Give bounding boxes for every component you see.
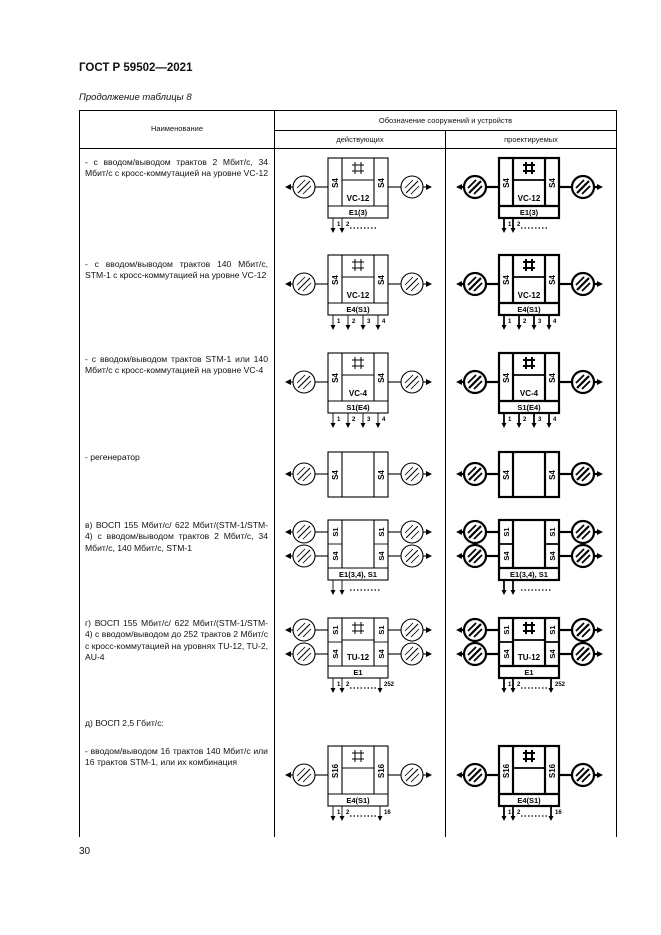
tap-arrow-icon xyxy=(331,688,336,693)
side-label: S4 xyxy=(548,649,557,659)
side-label: S4 xyxy=(377,551,386,561)
side-label: S4 xyxy=(377,178,386,188)
tap-label: 1 xyxy=(508,682,512,688)
adm-symbol xyxy=(285,353,432,428)
side-label: S4 xyxy=(377,275,386,285)
level-label: VC-12 xyxy=(346,194,370,203)
side-label: S1 xyxy=(331,625,340,635)
bottom-label: E1(3,4), S1 xyxy=(339,570,377,579)
side-label: S1 xyxy=(377,625,386,635)
tap-label: 252 xyxy=(555,682,566,688)
adm-symbol xyxy=(285,255,432,330)
tap-label: 16 xyxy=(384,810,391,816)
column-name-header: Наименование xyxy=(151,124,203,133)
tap-arrow-icon xyxy=(340,590,345,595)
adm-symbol xyxy=(456,255,603,330)
tap-arrow-icon xyxy=(549,816,554,821)
row-text-2: - с вводом/выводом трактов 140 Мбит/с, STM-1 с кросс-коммутацией на уровне VC-12 xyxy=(85,259,268,281)
adm-dual-symbol xyxy=(285,520,432,595)
tap-label: 1 xyxy=(337,417,341,423)
arrow-icon xyxy=(597,379,603,385)
tap-arrow-icon xyxy=(502,590,507,595)
arrow-icon xyxy=(597,184,603,190)
tap-arrow-icon xyxy=(517,325,522,330)
side-label: S4 xyxy=(548,275,557,285)
arrow-icon xyxy=(456,651,462,657)
bottom-label: E4(S1) xyxy=(517,305,541,314)
side-label: S16 xyxy=(377,763,386,779)
page-number: 30 xyxy=(79,846,91,857)
tap-label: 2 xyxy=(523,417,527,423)
tap-arrow-icon xyxy=(340,816,345,821)
tap-arrow-icon xyxy=(517,423,522,428)
row-text-3: - с вводом/выводом трактов STM-1 или 140 Мбит/с с кросс-коммутацией на уровне VC-4 xyxy=(85,354,268,376)
tap-arrow-icon xyxy=(502,228,507,233)
side-label: S4 xyxy=(548,470,557,480)
side-label: S1 xyxy=(548,527,557,537)
tap-label: 3 xyxy=(367,319,371,325)
tap-label: 1 xyxy=(337,319,341,325)
arrow-icon xyxy=(285,772,291,778)
row-text-4: - регенератор xyxy=(85,452,140,462)
adm-symbol xyxy=(456,158,603,233)
adm-symbol xyxy=(456,746,603,821)
bottom-label: E4(S1) xyxy=(517,796,541,805)
side-label: S4 xyxy=(377,470,386,480)
tap-arrow-icon xyxy=(340,228,345,233)
arrow-icon xyxy=(426,627,432,633)
arrow-icon xyxy=(456,471,462,477)
tap-arrow-icon xyxy=(376,325,381,330)
tap-arrow-icon xyxy=(547,423,552,428)
side-label: S1 xyxy=(331,527,340,537)
arrow-icon xyxy=(597,281,603,287)
row-text-1: - с вводом/выводом трактов 2 Мбит/с, 34 Мбит/с с кросс-коммутацией на уровне VC-12 xyxy=(85,157,269,179)
arrow-icon xyxy=(285,471,291,477)
tap-arrow-icon xyxy=(547,325,552,330)
tap-arrow-icon xyxy=(376,423,381,428)
arrow-icon xyxy=(285,627,291,633)
tap-arrow-icon xyxy=(361,423,366,428)
tap-label: 1 xyxy=(508,319,512,325)
adm-symbol xyxy=(285,158,432,233)
tap-arrow-icon xyxy=(340,688,345,693)
tap-arrow-icon xyxy=(331,423,336,428)
level-label: VC-12 xyxy=(346,291,370,300)
bottom-label: E1 xyxy=(353,668,363,677)
tap-label: 4 xyxy=(553,319,557,325)
side-label: S4 xyxy=(331,551,340,561)
tap-label: 2 xyxy=(517,222,521,228)
arrow-icon xyxy=(456,772,462,778)
side-label: S4 xyxy=(331,275,340,285)
side-label: S4 xyxy=(502,649,511,659)
arrow-icon xyxy=(426,772,432,778)
side-label: S4 xyxy=(548,373,557,383)
arrow-icon xyxy=(285,651,291,657)
side-label: S1 xyxy=(548,625,557,635)
arrow-icon xyxy=(426,553,432,559)
arrow-icon xyxy=(597,772,603,778)
arrow-icon xyxy=(426,651,432,657)
tap-label: 2 xyxy=(346,810,350,816)
level-label: VC-4 xyxy=(348,389,368,398)
side-label: S4 xyxy=(502,178,511,188)
level-label: TU-12 xyxy=(517,653,541,662)
side-label: S4 xyxy=(548,551,557,561)
adm-symbol xyxy=(285,746,432,821)
tap-label: 4 xyxy=(553,417,557,423)
tap-label: 1 xyxy=(337,222,341,228)
arrow-icon xyxy=(285,379,291,385)
regenerator-symbol xyxy=(456,452,603,497)
regenerator-symbol xyxy=(285,452,432,497)
table-caption: Продолжение таблицы 8 xyxy=(79,92,192,103)
side-label: S4 xyxy=(502,551,511,561)
side-label: S4 xyxy=(377,373,386,383)
side-label: S4 xyxy=(548,178,557,188)
arrow-icon xyxy=(597,553,603,559)
tap-arrow-icon xyxy=(502,325,507,330)
side-label: S4 xyxy=(331,649,340,659)
arrow-icon xyxy=(456,184,462,190)
tap-label: 2 xyxy=(346,682,350,688)
arrow-icon xyxy=(426,529,432,535)
tap-arrow-icon xyxy=(331,590,336,595)
tap-arrow-icon xyxy=(331,325,336,330)
side-label: S1 xyxy=(502,625,511,635)
tap-arrow-icon xyxy=(331,816,336,821)
bottom-label: E4(S1) xyxy=(346,796,370,805)
tap-arrow-icon xyxy=(378,816,383,821)
arrow-icon xyxy=(456,379,462,385)
tap-arrow-icon xyxy=(511,228,516,233)
adm-dual-symbol xyxy=(285,618,432,693)
tap-label: 1 xyxy=(508,810,512,816)
tap-arrow-icon xyxy=(346,423,351,428)
side-label: S16 xyxy=(548,763,557,779)
arrow-icon xyxy=(597,529,603,535)
adm-dual-symbol xyxy=(456,618,603,693)
side-label: S16 xyxy=(331,763,340,779)
bottom-label: E4(S1) xyxy=(346,305,370,314)
adm-dual-symbol xyxy=(456,520,603,595)
row-text-5: в) ВОСП 155 Мбит/с/ 622 Мбит/(STM-1/STM-4) с вводом/выводом трактов 2 Мбит/с, 34 Мбит/с, 140 Мбит/с, STM-1 xyxy=(85,520,268,553)
arrow-icon xyxy=(456,281,462,287)
arrow-icon xyxy=(597,627,603,633)
arrow-icon xyxy=(597,651,603,657)
tap-arrow-icon xyxy=(331,228,336,233)
side-label: S4 xyxy=(502,373,511,383)
row-text-7: д) ВОСП 2,5 Гбит/с: xyxy=(85,718,164,728)
document-code: ГОСТ Р 59502—2021 xyxy=(79,62,193,74)
adm-symbol xyxy=(456,353,603,428)
bottom-label: E1(3) xyxy=(519,208,539,217)
tap-arrow-icon xyxy=(511,590,516,595)
tap-arrow-icon xyxy=(532,423,537,428)
side-label: S4 xyxy=(377,649,386,659)
tap-arrow-icon xyxy=(511,688,516,693)
tap-arrow-icon xyxy=(502,816,507,821)
tap-label: 2 xyxy=(517,810,521,816)
side-label: S4 xyxy=(331,178,340,188)
bottom-label: E1(3,4), S1 xyxy=(510,570,548,579)
row-text-6: г) ВОСП 155 Мбит/с/ 622 Мбит/(STM-1/STM-4) с вводом/выводом до 252 трактов 2 Мбит/с с кросс-коммутацией на уровнях TU-12, TU-2, AU-4 xyxy=(85,618,268,663)
bottom-label: S1(E4) xyxy=(517,403,541,412)
tap-label: 1 xyxy=(508,417,512,423)
tap-label: 4 xyxy=(382,417,386,423)
tap-label: 2 xyxy=(352,319,356,325)
tap-arrow-icon xyxy=(346,325,351,330)
side-label: S4 xyxy=(502,470,511,480)
arrow-icon xyxy=(285,553,291,559)
row-text-8: - вводом/выводом 16 трактов 140 Мбит/с или 16 трактов STM-1, или их комбинация xyxy=(85,746,268,768)
tap-arrow-icon xyxy=(361,325,366,330)
column-group-header: Обозначение сооружений и устройств xyxy=(378,116,513,125)
arrow-icon xyxy=(456,627,462,633)
level-label: VC-12 xyxy=(517,291,541,300)
level-label: TU-12 xyxy=(346,653,370,662)
arrow-icon xyxy=(456,553,462,559)
tap-label: 252 xyxy=(384,682,395,688)
side-label: S16 xyxy=(502,763,511,779)
column-planned-header: проектируемых xyxy=(504,135,558,144)
tap-label: 2 xyxy=(346,222,350,228)
arrow-icon xyxy=(426,471,432,477)
arrow-icon xyxy=(597,471,603,477)
tap-label: 3 xyxy=(367,417,371,423)
bottom-label: S1(E4) xyxy=(346,403,370,412)
column-existing-header: действующих xyxy=(336,135,384,144)
tap-arrow-icon xyxy=(502,423,507,428)
arrow-icon xyxy=(426,379,432,385)
side-label: S1 xyxy=(377,527,386,537)
tap-label: 1 xyxy=(337,810,341,816)
bottom-label: E1(3) xyxy=(348,208,368,217)
level-label: VC-12 xyxy=(517,194,541,203)
arrow-icon xyxy=(426,281,432,287)
side-label: S4 xyxy=(331,470,340,480)
tap-arrow-icon xyxy=(532,325,537,330)
tap-arrow-icon xyxy=(549,688,554,693)
tap-label: 2 xyxy=(523,319,527,325)
side-label: S1 xyxy=(502,527,511,537)
tap-label: 2 xyxy=(517,682,521,688)
tap-arrow-icon xyxy=(511,816,516,821)
tap-label: 3 xyxy=(538,417,542,423)
arrow-icon xyxy=(285,184,291,190)
arrow-icon xyxy=(285,281,291,287)
tap-label: 4 xyxy=(382,319,386,325)
arrow-icon xyxy=(426,184,432,190)
tap-arrow-icon xyxy=(378,688,383,693)
level-label: VC-4 xyxy=(519,389,539,398)
tap-label: 16 xyxy=(555,810,562,816)
tap-label: 3 xyxy=(538,319,542,325)
side-label: S4 xyxy=(331,373,340,383)
tap-arrow-icon xyxy=(502,688,507,693)
side-label: S4 xyxy=(502,275,511,285)
tap-label: 1 xyxy=(508,222,512,228)
arrow-icon xyxy=(285,529,291,535)
arrow-icon xyxy=(456,529,462,535)
tap-label: 1 xyxy=(337,682,341,688)
bottom-label: E1 xyxy=(524,668,534,677)
tap-label: 2 xyxy=(352,417,356,423)
